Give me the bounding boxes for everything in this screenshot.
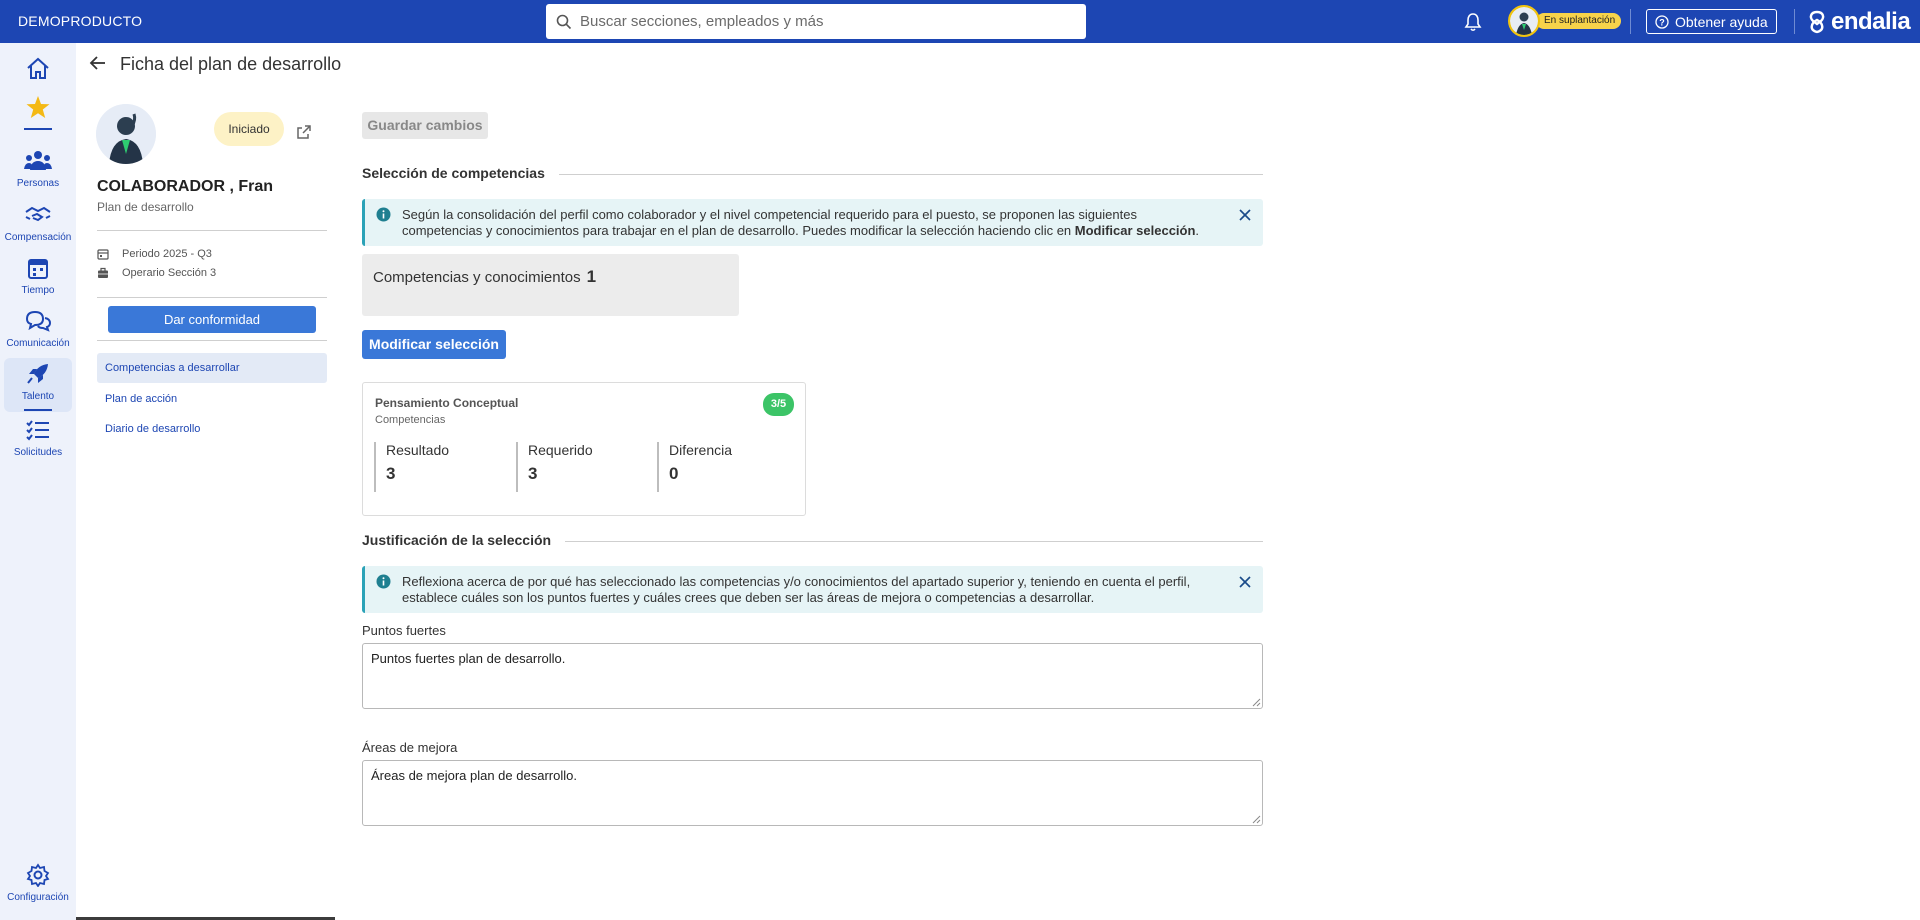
metric-value: 3 (528, 464, 538, 483)
summary-label: Competencias y conocimientos (373, 269, 581, 286)
nav-personas-label: Personas (16, 178, 60, 189)
company-name: DEMOPRODUCTO (18, 13, 143, 29)
top-bar (0, 0, 1920, 43)
chat-icon (24, 309, 52, 333)
strengths-label: Puntos fuertes (362, 623, 446, 638)
competency-card (362, 382, 806, 516)
save-changes-button[interactable]: Guardar cambios (362, 112, 488, 139)
star-icon (24, 93, 52, 121)
metric-requerido (516, 442, 646, 492)
close-icon[interactable] (1239, 209, 1251, 221)
strengths-value: Puntos fuertes plan de desarrollo. (371, 651, 566, 666)
period-text: Periodo 2025 - Q3 (122, 248, 212, 260)
score-badge: 3/5 (763, 393, 794, 416)
resize-grip-icon[interactable] (1251, 697, 1261, 707)
main-nav (0, 43, 76, 920)
search-icon (556, 14, 572, 30)
nav-compensacion[interactable] (4, 203, 72, 243)
nav-active-indicator (24, 409, 52, 411)
resize-grip-icon[interactable] (1251, 814, 1261, 824)
notifications-bell-icon[interactable] (1462, 11, 1484, 33)
nav-divider (24, 128, 52, 130)
side-link-diario[interactable]: Diario de desarrollo (105, 423, 201, 435)
impersonation-badge: En suplantación (1536, 13, 1621, 29)
side-link-competencias[interactable]: Competencias a desarrollar (97, 353, 327, 383)
section-title-justification: Justificación de la selección (362, 532, 565, 548)
nav-favorites[interactable] (4, 93, 72, 124)
justification-info-alert (362, 566, 1263, 613)
nav-home[interactable] (4, 55, 72, 86)
handshake-icon (24, 203, 52, 227)
metric-resultado (374, 442, 504, 492)
divider (1630, 9, 1631, 34)
svg-text:?: ? (1659, 17, 1665, 27)
competency-category: Competencias (375, 414, 446, 426)
nav-solicitudes-label: Solicitudes (13, 447, 63, 458)
alert-text-end: . (1195, 223, 1200, 238)
metric-value: 3 (386, 464, 396, 483)
alert-text: Según la consolidación del perfil como colaborador y el nivel competencial requerido para el puesto, se proponen las siguientes competencias y conocimientos para trabajar en el plan de desarrollo. Puedes modificar la selección haciendo clic en (402, 207, 1137, 238)
status-badge: Iniciado (214, 112, 284, 146)
nav-talento-label: Talento (21, 391, 55, 402)
calendar-icon (24, 256, 52, 280)
gear-icon (25, 863, 51, 887)
people-icon (24, 149, 52, 173)
search-input[interactable] (546, 4, 1086, 39)
period-row (97, 248, 212, 260)
metric-label: Requerido (528, 442, 593, 458)
competency-title: Pensamiento Conceptual (375, 396, 519, 410)
close-icon[interactable] (1239, 576, 1251, 588)
impersonation-indicator[interactable] (1508, 5, 1616, 37)
page-title: Ficha del plan de desarrollo (120, 54, 342, 74)
metric-label: Resultado (386, 442, 450, 458)
modify-selection-button[interactable]: Modificar selección (362, 330, 506, 359)
nav-comunicacion[interactable] (4, 309, 72, 349)
nav-tiempo[interactable] (4, 256, 72, 296)
employee-subtitle: Plan de desarrollo (97, 200, 194, 214)
divider (97, 230, 327, 231)
alert-text-bold: Modificar selección (1074, 223, 1196, 238)
checklist-icon (24, 418, 52, 442)
nav-configuracion[interactable] (4, 863, 72, 903)
endalia-logo-icon (1806, 10, 1828, 34)
side-link-plan-accion[interactable]: Plan de acción (105, 393, 178, 405)
info-icon (376, 207, 391, 222)
divider (97, 297, 327, 298)
strengths-textarea[interactable] (362, 643, 1263, 709)
alert-text: Reflexiona acerca de por qué has seleccionado las competencias y/o conocimientos del apartado superior y, teniendo en cuenta el perfil, establece cuáles son los puntos fuertes y cuáles crees que deben ser las áreas de mejora o competencias a desarrollar. (402, 574, 1191, 605)
endalia-logo (1806, 8, 1910, 36)
selection-info-alert (362, 199, 1263, 246)
nav-tiempo-label: Tiempo (21, 285, 55, 296)
metric-diferencia (657, 442, 787, 492)
external-link-icon[interactable] (296, 124, 312, 140)
divider (97, 340, 327, 341)
help-label: Obtener ayuda (1675, 13, 1768, 30)
calendar-icon (97, 248, 109, 260)
help-icon (1655, 15, 1669, 29)
improvements-textarea[interactable] (362, 760, 1263, 826)
selection-summary (362, 254, 739, 316)
employee-name: COLABORADOR , Fran (97, 178, 273, 195)
employee-avatar (96, 104, 156, 164)
home-icon (24, 55, 52, 83)
search-placeholder: Buscar secciones, empleados y más (580, 13, 824, 30)
info-icon (376, 574, 391, 589)
metric-value: 0 (669, 464, 679, 483)
nav-talento[interactable] (4, 358, 72, 412)
divider (1794, 9, 1795, 34)
metric-label: Diferencia (669, 442, 733, 458)
rocket-icon (24, 362, 52, 386)
agree-button[interactable]: Dar conformidad (108, 306, 316, 333)
avatar (1508, 5, 1540, 37)
logo-text: endalia (1831, 8, 1911, 35)
position-row (97, 267, 216, 279)
position-text: Operario Sección 3 (122, 267, 217, 279)
briefcase-icon (97, 267, 109, 279)
nav-compensacion-label: Compensación (4, 232, 72, 243)
nav-comunicacion-label: Comunicación (6, 338, 70, 349)
help-button[interactable] (1646, 9, 1777, 34)
improvements-label: Áreas de mejora (362, 740, 458, 755)
nav-personas[interactable] (4, 149, 72, 189)
nav-solicitudes[interactable] (4, 418, 72, 458)
improvements-value: Áreas de mejora plan de desarrollo. (371, 768, 577, 783)
back-arrow-icon[interactable] (88, 53, 108, 73)
summary-count: 1 (586, 267, 597, 286)
nav-configuracion-label: Configuración (7, 892, 69, 903)
section-title-selection: Selección de competencias (362, 165, 559, 181)
